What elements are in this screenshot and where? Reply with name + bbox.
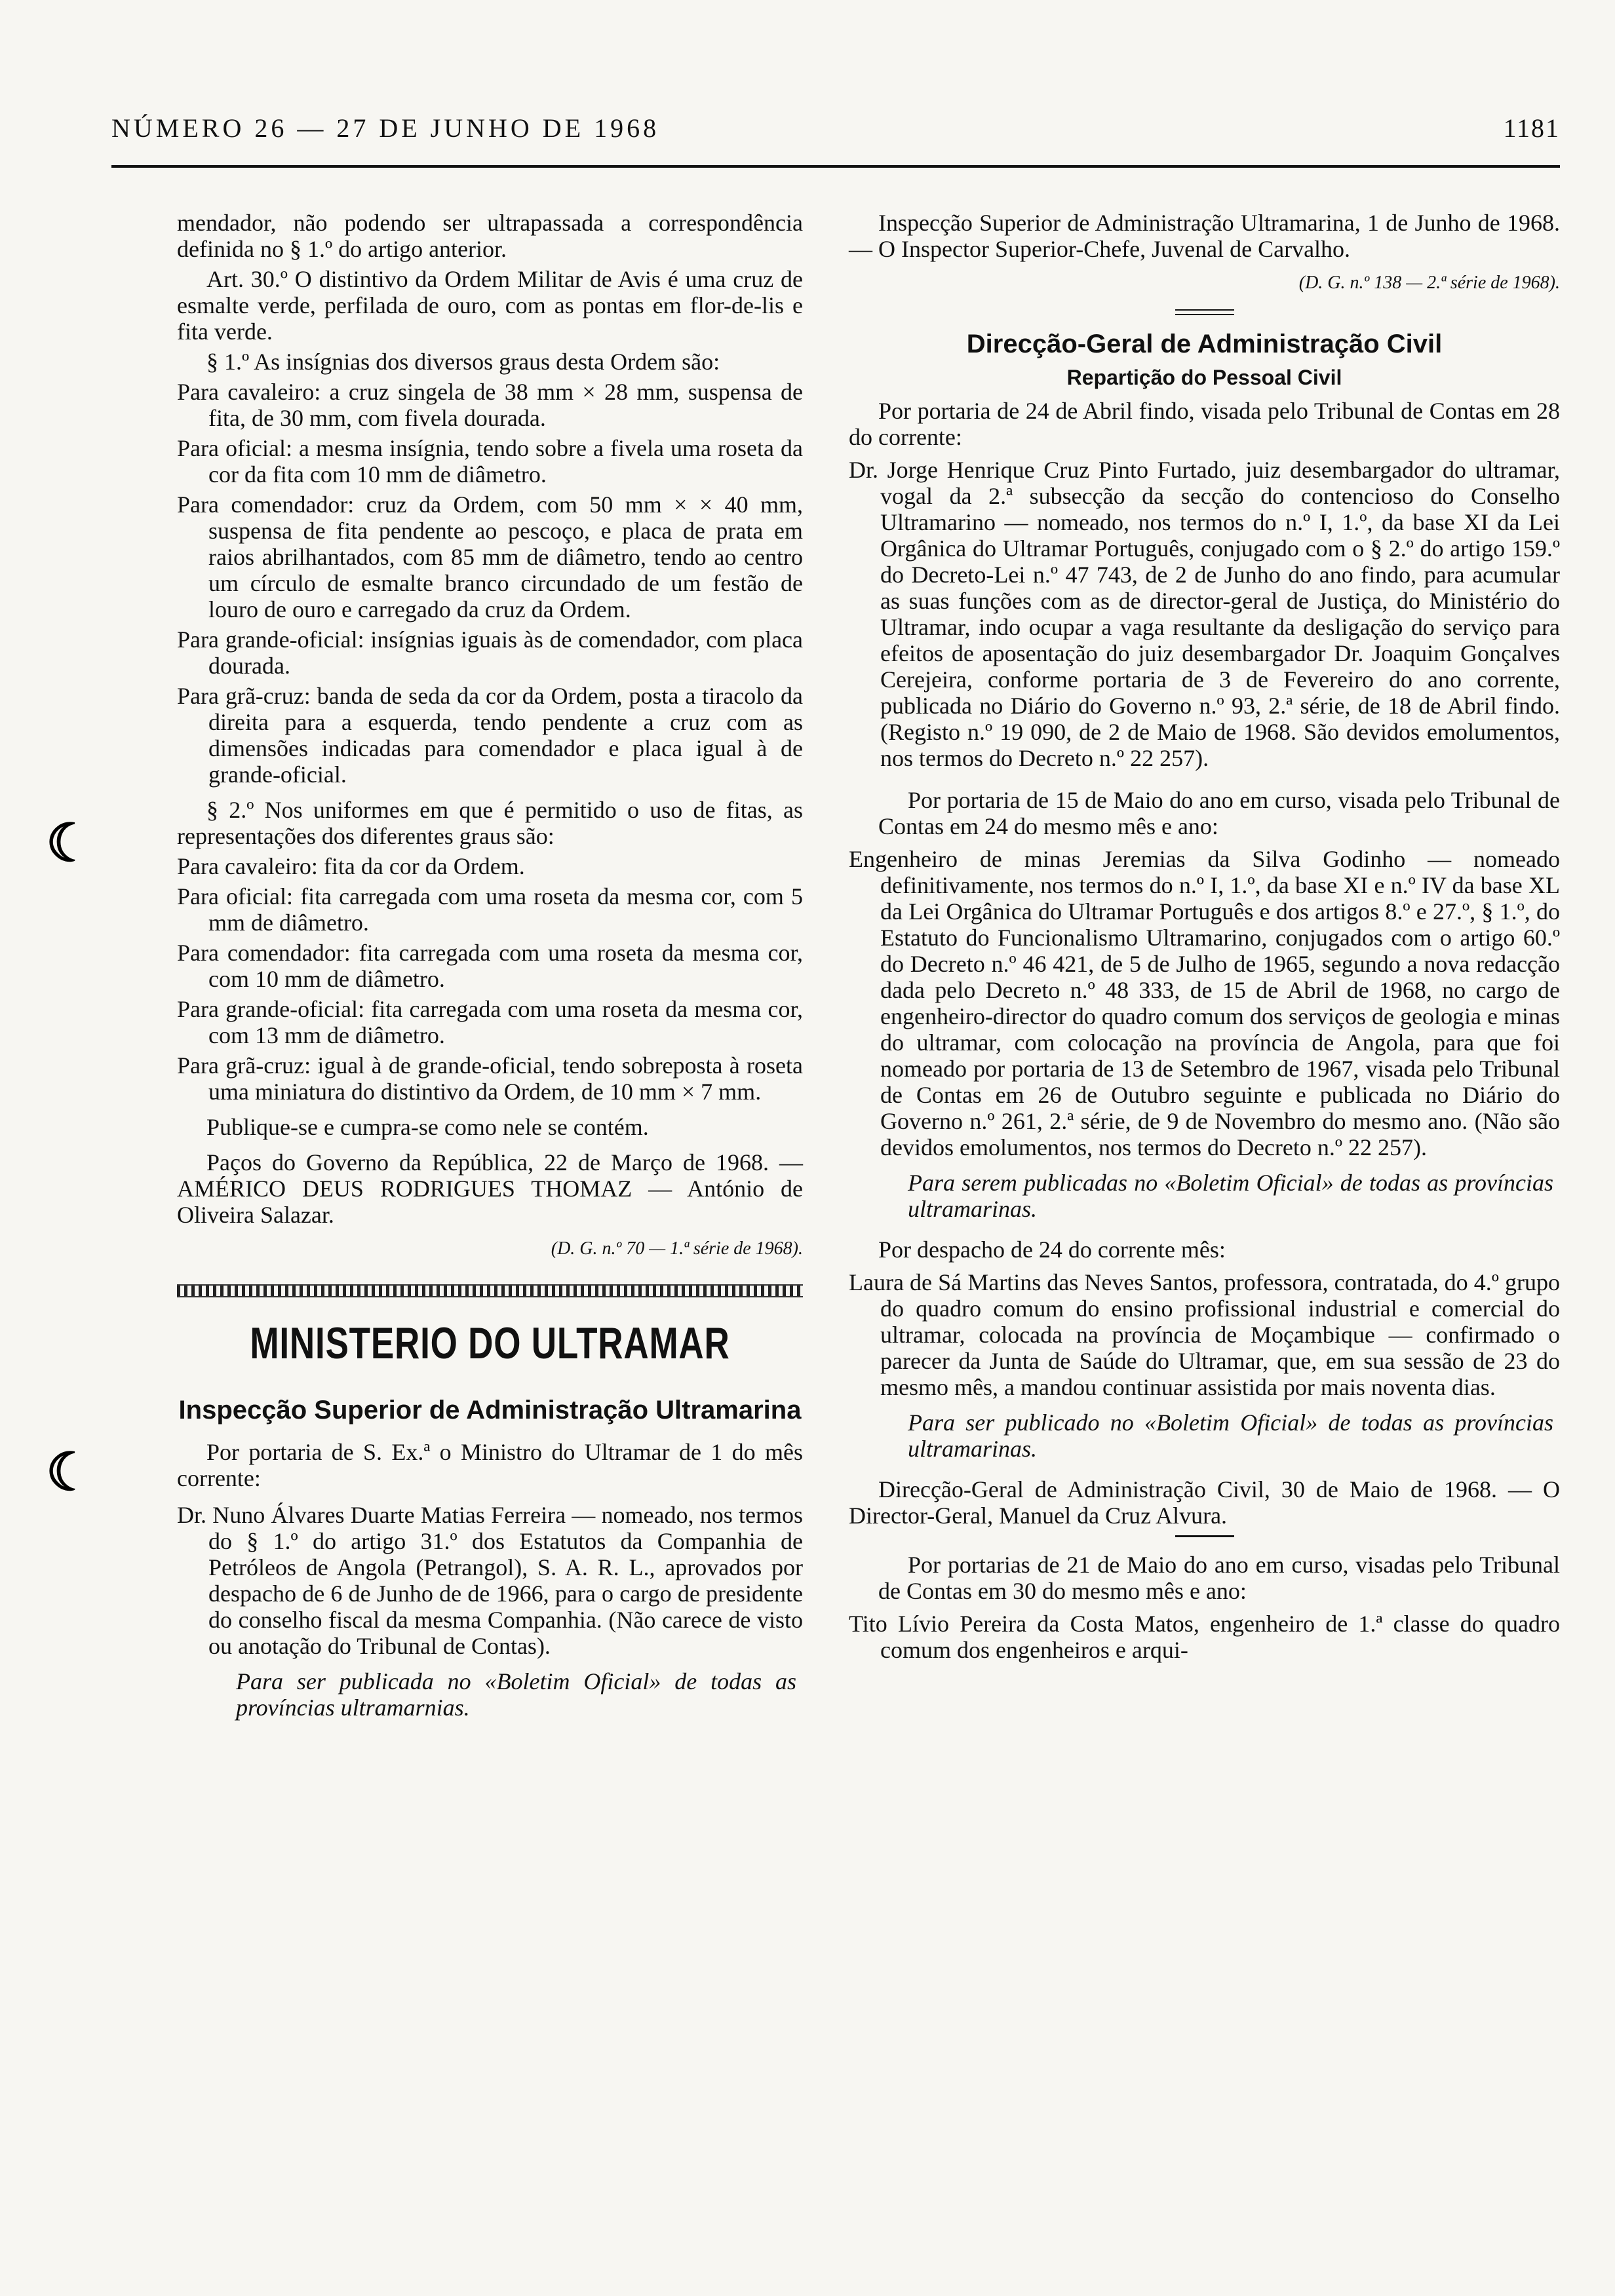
fita-list	[177, 853, 803, 1105]
reference: (D. G. n.º 138 — 2.ª série de 1968).	[1298, 273, 1560, 293]
paragraph-insignias: § 1.º As insígnias dos diversos graus desta Ordem são:	[206, 349, 720, 375]
signature-block: Paços do Governo da República, 22 de Março de 1968. — AMÉRICO DEUS RODRIGUES THOMAZ — António de Oliveira Salazar.	[177, 1149, 803, 1228]
issue-title: NÚMERO 26 — 27 DE JUNHO DE 1968	[111, 113, 660, 143]
insignia-list	[177, 379, 803, 788]
header-rule	[111, 165, 1560, 168]
list-item: Para oficial: a mesma insígnia, tendo sobre a fivela uma roseta da cor da fita com 10 mm de diâmetro.	[177, 435, 803, 488]
divider	[1175, 1535, 1234, 1537]
subsection-heading: Repartição do Pessoal Civil	[1066, 366, 1342, 389]
list-item: Para cavaleiro: fita da cor da Ordem.	[177, 853, 525, 879]
list-item: Para grande-oficial: insígnias iguais às de comendador, com placa dourada.	[177, 626, 803, 679]
right-column	[849, 210, 1560, 1667]
despacho-intro: Por despacho de 24 do corrente mês:	[878, 1236, 1226, 1263]
publication-note: Para ser publicada no «Boletim Oficial» de todas as províncias ultramarnias.	[236, 1668, 796, 1721]
divider	[1175, 309, 1234, 315]
section-heading: Direcção-Geral de Administração Civil	[966, 330, 1443, 358]
publication-note: Para ser publicado no «Boletim Oficial» de todas as províncias ultramarinas.	[908, 1409, 1553, 1462]
paragraph-fitas: § 2.º Nos uniformes em que é permitido o uso de fitas, as representações dos diferentes graus são:	[177, 797, 803, 849]
article-30: Art. 30.º O distintivo da Ordem Militar de Avis é uma cruz de esmalte verde, perfilada de ouro, com as pontas em flor-de-lis e fita verde.	[177, 266, 803, 345]
list-item: Para comendador: fita carregada com uma roseta da mesma cor, com 10 mm de diâmetro.	[177, 940, 803, 992]
list-item: Para oficial: fita carregada com uma roseta da mesma cor, com 5 mm de diâmetro.	[177, 883, 803, 936]
signature-block: Direcção-Geral de Administração Civil, 30 de Maio de 1968. — O Director-Geral, Manuel da Cruz Alvura.	[849, 1476, 1560, 1529]
portaria-intro: Por portaria de 15 de Maio do ano em curso, visada pelo Tribunal de Contas em 24 do mesmo mês e ano:	[878, 787, 1560, 839]
ornamental-divider	[177, 1284, 803, 1297]
appointment-entry: Tito Lívio Pereira da Costa Matos, engenheiro de 1.ª classe do quadro comum dos engenheiros e arqui-	[849, 1611, 1560, 1663]
list-item: Para grande-oficial: fita carregada com uma roseta da mesma cor, com 13 mm de diâmetro.	[177, 996, 803, 1048]
reference: (D. G. n.º 70 — 1.ª série de 1968).	[551, 1238, 803, 1259]
portaria-intro: Por portaria de 24 de Abril findo, visada pelo Tribunal de Contas em 28 do corrente:	[849, 398, 1560, 450]
paragraph: mendador, não podendo ser ultrapassada a correspondência definida no § 1.º do artigo anterior.	[177, 210, 803, 262]
binding-mark-icon: ☾	[46, 815, 93, 873]
left-column	[177, 210, 803, 1735]
appointment-entry: Dr. Nuno Álvares Duarte Matias Ferreira — nomeado, nos termos do § 1.º do artigo 31.º dos Estatutos da Companhia de Petróleos de Angola (Petrangol), S. A. R. L., aprovados por despacho de 6 de Junho de de 1966, para o cargo de presidente do conselho fiscal da mesma Companhia. (Não carece de visto ou anotação do Tribunal de Contas).	[177, 1502, 803, 1659]
ministry-title: MINISTERIO DO ULTRAMAR	[250, 1318, 730, 1368]
page-header	[111, 113, 1560, 152]
binding-mark-icon: ☾	[46, 1444, 93, 1502]
appointment-entry: Engenheiro de minas Jeremias da Silva Godinho — nomeado definitivamente, nos termos do n.º I, 1.º, da base XI e n.º IV da base XL da Lei Orgânica do Ultramar Português e dos artigos 8.º e 27.º, § 1.º, do Estatuto do Funcionalismo Ultramarino, conjugados com o artigo 60.º do Decreto n.º 46 421, de 5 de Julho de 1965, segundo a nova redacção dada pelo Decreto n.º 48 333, de 15 de Abril de 1968, no cargo de engenheiro-director do quadro comum dos serviços de geologia e minas do ultramar, com colocação na província de Angola, para que foi nomeado por portaria de 13 de Setembro de 1967, visada pelo Tribunal de Contas em 26 de Outubro seguinte e publicada no Diário do Governo n.º 261, 2.ª série, de 9 de Novembro do mesmo ano. (Não são devidos emolumentos, nos termos do Decreto n.º 22 257).	[849, 846, 1560, 1160]
page-number: 1181	[1503, 113, 1560, 143]
publique-line: Publique-se e cumpra-se como nele se contém.	[206, 1114, 649, 1140]
list-item: Para grã-cruz: banda de seda da cor da Ordem, posta a tiracolo da direita para a esquerda, tendo pendente a cruz com as dimensões indicadas para comendador e placa igual à de grande-oficial.	[177, 683, 803, 788]
publication-note: Para serem publicadas no «Boletim Oficial» de todas as províncias ultramarinas.	[908, 1170, 1553, 1222]
appointment-entry: Laura de Sá Martins das Neves Santos, professora, contratada, do 4.º grupo do quadro comum do ensino profissional industrial e comercial do ultramar, colocada na província de Moçambique — confirmado o parecer da Junta de Saúde do Ultramar, que, em sua sessão de 23 do mesmo mês, a mandou continuar assistida por mais noventa dias.	[849, 1269, 1560, 1400]
list-item: Para cavaleiro: a cruz singela de 38 mm × 28 mm, suspensa de fita, de 30 mm, com fivela dourada.	[177, 379, 803, 431]
portaria-intro: Por portaria de S. Ex.ª o Ministro do Ultramar de 1 do mês corrente:	[177, 1439, 803, 1491]
appointment-entry: Dr. Jorge Henrique Cruz Pinto Furtado, juiz desembargador do ultramar, vogal da 2.ª subsecção da secção do contencioso do Conselho Ultramarino — nomeado, nos termos do n.º I, 1.º, da base XI da Lei Orgânica do Ultramar Português, conjugado com o § 2.º do artigo 159.º do Decreto-Lei n.º 47 743, de 2 de Junho do ano findo, para acumular as suas funções com as de director-geral de Justiça, do Ministério do Ultramar, indo ocupar a vaga resultante da desligação do serviço para efeitos de aposentação do juiz desembargador Dr. Joaquim Gonçalves Cerejeira, conforme portaria de 3 de Fevereiro do ano corrente, publicada no Diário do Governo n.º 93, 2.ª série, de 18 de Abril findo. (Registo n.º 19 090, de 2 de Maio de 1968. São devidos emolumentos, nos termos do Decreto n.º 22 257).	[849, 457, 1560, 771]
list-item: Para comendador: cruz da Ordem, com 50 mm × × 40 mm, suspensa de fita pendente ao pescoço, e placa de prata em raios abrilhantados, com 85 mm de diâmetro, tendo ao centro um círculo de esmalte branco circundado de um festão de louro de ouro e carregado da cruz da Ordem.	[177, 491, 803, 622]
section-heading: Inspecção Superior de Administração Ultramarina	[178, 1396, 802, 1425]
list-item: Para grã-cruz: igual à de grande-oficial, tendo sobreposta à roseta uma miniatura do distintivo da Ordem, de 10 mm × 7 mm.	[177, 1052, 803, 1105]
signature-block: Inspecção Superior de Administração Ultramarina, 1 de Junho de 1968. — O Inspector Superior-Chefe, Juvenal de Carvalho.	[849, 210, 1560, 262]
portaria-intro: Por portarias de 21 de Maio do ano em curso, visadas pelo Tribunal de Contas em 30 do mesmo mês e ano:	[878, 1552, 1560, 1604]
